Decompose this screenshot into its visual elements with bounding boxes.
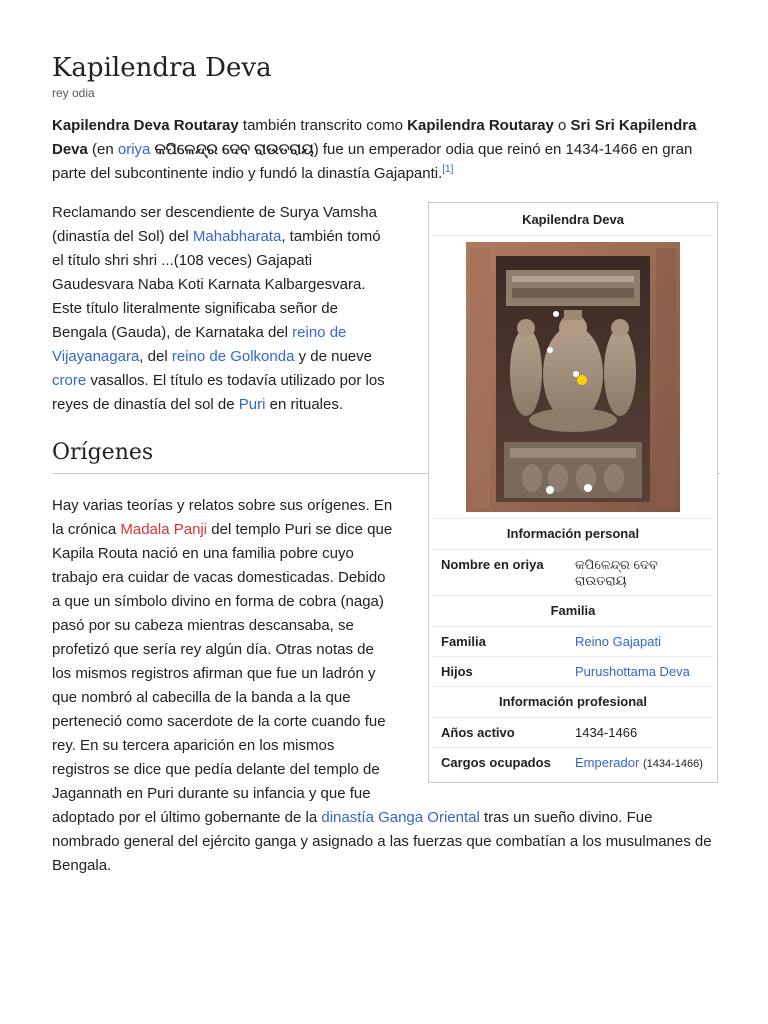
- link-vijayanagara[interactable]: reino de Vijayanagara: [52, 324, 347, 365]
- link-purushottama-deva[interactable]: Purushottama Deva: [575, 664, 690, 679]
- link-puri[interactable]: Puri: [238, 396, 266, 413]
- link-emperador[interactable]: Emperador: [575, 755, 640, 770]
- text: en rituales.: [265, 396, 344, 413]
- posts-years: (1434-1466): [642, 758, 703, 770]
- text: vasallos. El título es todavía utilizado por los reyes de dinastía del sol de: [52, 372, 385, 413]
- infobox-section-personal: Información personal: [433, 519, 713, 550]
- redlink-madala-panji[interactable]: Madala Panji: [120, 521, 208, 538]
- infobox-label: Familia: [441, 634, 486, 649]
- page-subtitle: rey odia: [52, 86, 95, 100]
- bold-name-3: Sri Sri Kapilendra Deva: [52, 117, 697, 158]
- infobox-row-oriya-name: [433, 550, 713, 596]
- infobox-section-professional: Información profesional: [433, 687, 713, 718]
- link-oriya[interactable]: oriya: [117, 141, 151, 158]
- infobox-row-years-active: [433, 718, 713, 748]
- lead-text-3: (en: [87, 141, 118, 158]
- text: Hay varias teorías y relatos sobre sus orígenes. En la crónica: [52, 497, 393, 538]
- infobox-label: Nombre en oriya: [441, 557, 544, 572]
- text: tras un sueño divino. Fue nombrado general del ejército ganga y asignado a las fuerzas que combatían a los musulmanes de Bengala.: [52, 809, 712, 874]
- infobox-label: Cargos ocupados: [441, 755, 551, 770]
- lead-text-1: también transcrito como: [238, 117, 408, 134]
- infobox-row-posts: [433, 748, 713, 778]
- infobox-row-children: [433, 657, 713, 687]
- infobox-value: 1434-1466: [575, 725, 638, 740]
- link-crore[interactable]: crore: [52, 372, 87, 389]
- section-heading-origins: Orígenes: [52, 436, 720, 474]
- infobox-title: Kapilendra Deva: [433, 206, 713, 236]
- article-content: [52, 201, 720, 878]
- text: y de nueve: [294, 348, 372, 365]
- infobox: [428, 202, 718, 783]
- bold-name-1: Kapilendra Deva Routaray: [52, 117, 239, 134]
- temple-sculpture-image: [466, 242, 680, 512]
- infobox-row-family: [433, 627, 713, 657]
- link-reino-gajapati[interactable]: Reino Gajapati: [575, 634, 661, 649]
- reference-1[interactable]: [1]: [442, 164, 454, 175]
- lead-text-5: ) fue un emperador odia que reinó en 1434-1466 en gran parte del subcontinente indio y fundó la dinastía Gajapanti.: [52, 141, 693, 182]
- page-title: Kapilendra Deva: [52, 53, 272, 83]
- link-golkonda[interactable]: reino de Golkonda: [171, 348, 295, 365]
- infobox-value: କପିଳେନ୍ଦ୍ର ଦେବ ରାଉତରାୟ: [575, 557, 658, 588]
- link-mahabharata[interactable]: Mahabharata: [192, 228, 282, 245]
- lead-text-2: o: [553, 117, 571, 134]
- infobox-label: Años activo: [441, 725, 515, 740]
- infobox-label: Hijos: [441, 664, 473, 679]
- text: del templo Puri se dice que Kapila Routa nació en una familia pobre cuyo trabajo era cuidar de vacas domesticadas. Debido a que un símbolo divino en forma de cobra (naga) pasó por su cabeza mientras descansaba, se profetizó que sería rey algún día. Otras notas de los mismos registros afirman que fue un ladrón y que nombró al cabecilla de la banda a la que perteneció como sacerdote de la corte cuando fue rey. En su tercera aparición en los mismos registros se dice que pedía delante del templo de Jagannath en Puri durante su infancia y que fue adoptado por el último gobernante de la: [52, 521, 393, 826]
- text: , también tomó el título shri shri ...(108 veces) Gajapati Gaudesvara Naba Koti Karnata Kalbargesvara. Este título literalmente significaba señor de Bengala (Gauda), de Karnataka del: [52, 228, 381, 341]
- infobox-section-family: Familia: [433, 596, 713, 627]
- bold-oriya-name: କପିଳେନ୍ଦ୍ର ଦେବ ରାଉତରାୟ: [154, 141, 314, 158]
- bold-name-2: Kapilendra Routaray: [407, 117, 554, 134]
- lead-paragraph: [52, 114, 720, 186]
- link-ganga-dynasty[interactable]: dinastía Ganga Oriental: [321, 809, 480, 826]
- text: , del: [139, 348, 172, 365]
- infobox-image[interactable]: [433, 236, 713, 519]
- text: Reclamando ser descendiente de Surya Vamsha (dinastía del Sol) del: [52, 204, 377, 245]
